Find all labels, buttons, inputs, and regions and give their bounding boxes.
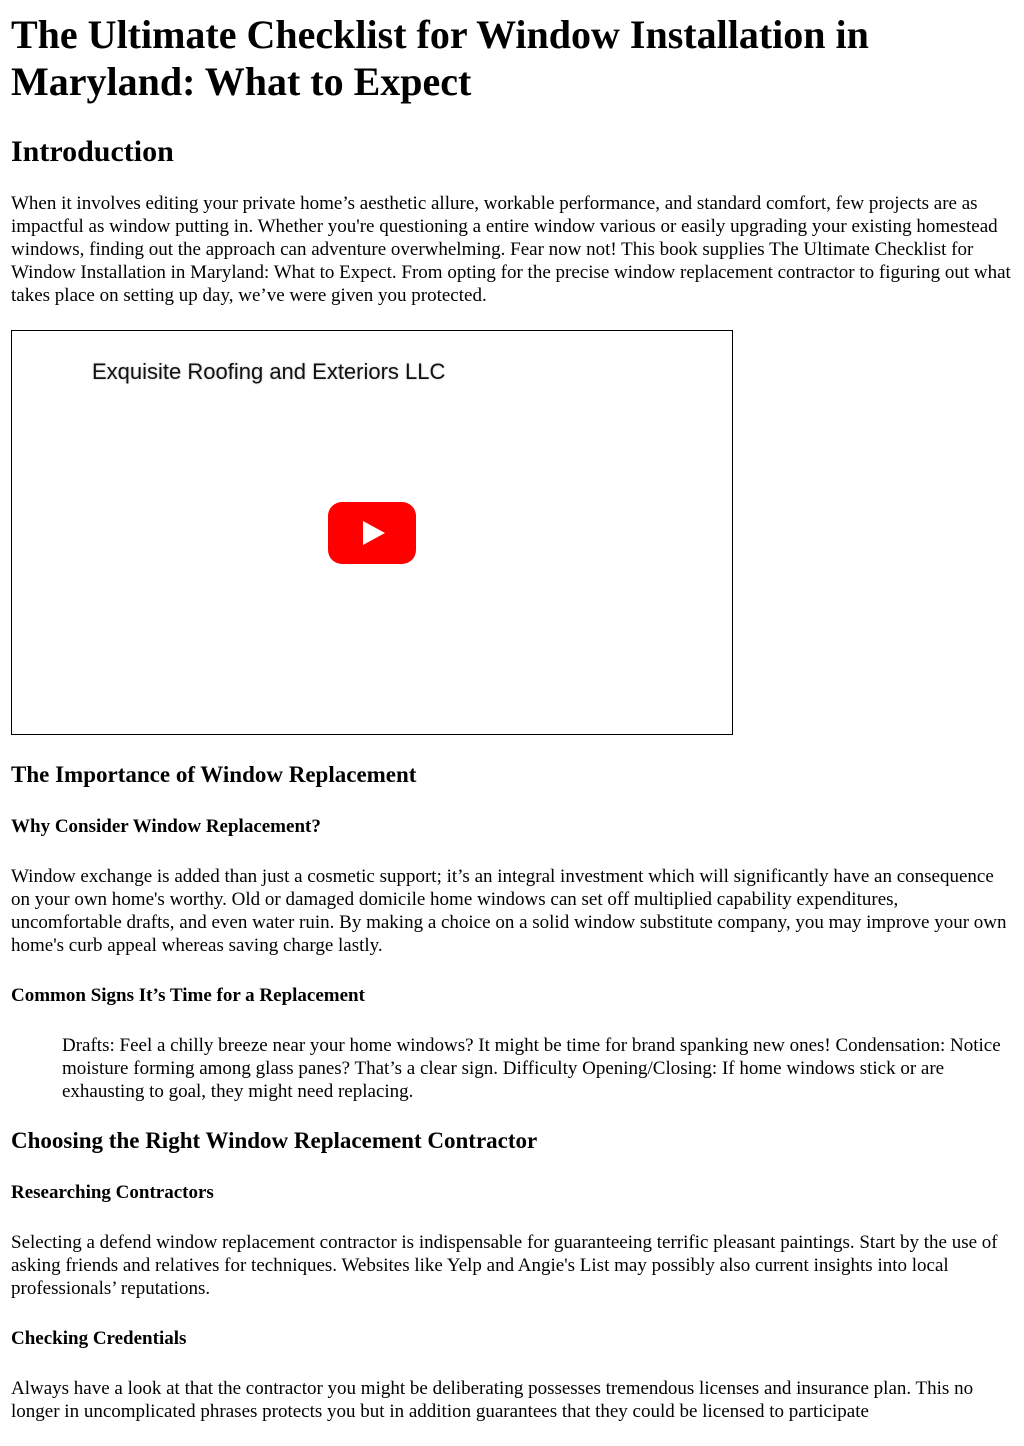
video-title[interactable]: Exquisite Roofing and Exteriors LLC <box>92 359 446 384</box>
credentials-paragraph: Always have a look at that the contractor you might be deliberating possesses tremendous licenses and insurance plan. This no longer in uncomplicated phrases protects you but in addition guarantees that they could be licensed to participate <box>11 1378 974 1422</box>
choosing-heading: Choosing the Right Window Replacement Contractor <box>11 1128 538 1153</box>
play-icon[interactable] <box>328 502 416 564</box>
why-heading: Why Consider Window Replacement? <box>11 816 321 837</box>
video-embed[interactable] <box>11 330 733 735</box>
research-heading: Researching Contractors <box>11 1182 214 1203</box>
credentials-heading: Checking Credentials <box>11 1328 187 1349</box>
intro-heading: Introduction <box>11 135 174 168</box>
signs-heading: Common Signs It’s Time for a Replacement <box>11 985 365 1006</box>
intro-paragraph: When it involves editing your private home’s aesthetic allure, workable performance, and standard comfort, few projects are as impactful as window putting in. Whether you're questioning a entire window various or easily upgrading your existing homestead windows, finding out the approach can adventure overwhelming. Fear now not! This book supplies The Ultimate Checklist for Window Installation in Maryland: What to Expect. From opting for the precise window replacement contractor to figuring out what takes place on setting up day, we’ve were given you protected. <box>11 193 1011 306</box>
research-paragraph: Selecting a defend window replacement contractor is indispensable for guaranteeing terrific pleasant paintings. Start by the use of asking friends and relatives for techniques. Websites like Yelp and Angie's List may possibly also current insights into local professionals’ reputations. <box>11 1232 998 1299</box>
page-title: The Ultimate Checklist for Window Installation in Maryland: What to Expect <box>11 12 869 104</box>
why-paragraph: Window exchange is added than just a cosmetic support; it’s an integral investment which will significantly have an consequence on your own home's worthy. Old or damaged domicile home windows can set off multiplied capability expenditures, uncomfortable drafts, and even water ruin. By making a choice on a solid window substitute company, you may improve your own home's curb appeal whereas saving charge lastly. <box>11 866 1007 956</box>
signs-list: Drafts: Feel a chilly breeze near your home windows? It might be time for brand spanking new ones! Condensation: Notice moisture forming among glass panes? That’s a clear sign. Difficulty Opening/Closing: If home windows stick or are exhausting to goal, they might need replacing. <box>62 1035 1001 1102</box>
importance-heading: The Importance of Window Replacement <box>11 762 417 787</box>
article <box>11 0 1013 1423</box>
